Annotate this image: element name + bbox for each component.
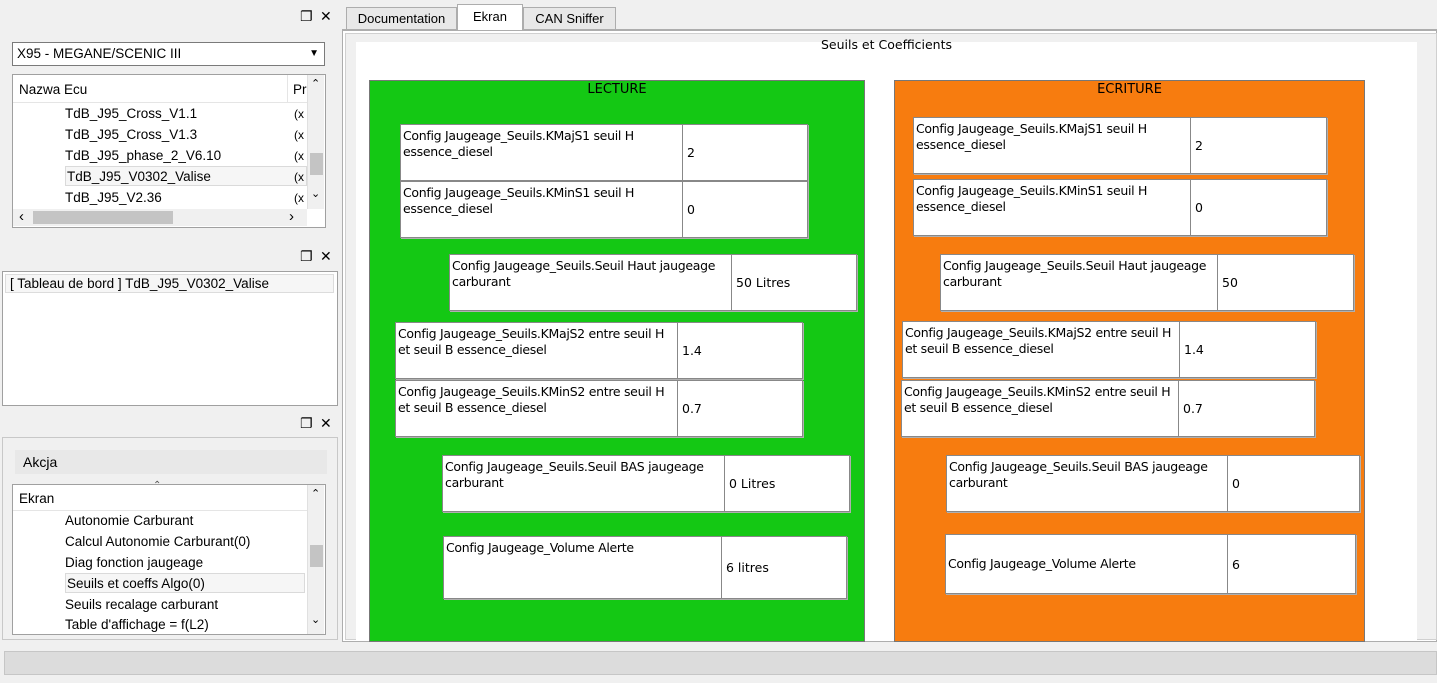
ecu-item-protocol: (x [294, 128, 304, 142]
screen-list [12, 480, 326, 635]
tab-ekran[interactable]: Ekran [457, 4, 523, 30]
field-label: Config Jaugeage_Seuils.KMajS2 entre seuil H et seuil B essence_diesel [903, 322, 1180, 377]
ecriture-field-kmins1 [913, 179, 1327, 236]
ecu-list-item[interactable]: TdB_J95_V2.36 [65, 190, 162, 205]
field-value[interactable]: 0 [1232, 476, 1240, 491]
column-header-ekran: Ekran [19, 491, 55, 506]
ecu-item-protocol: (x [294, 149, 304, 163]
scroll-right-icon[interactable]: › [289, 208, 294, 225]
scroll-thumb[interactable] [33, 211, 173, 224]
column-divider [287, 75, 288, 103]
field-label: Config Jaugeage_Seuils.Seuil BAS jaugeage carburant [947, 456, 1228, 511]
field-value[interactable]: 50 [1222, 275, 1238, 290]
lecture-title: LECTURE [587, 82, 647, 97]
ecu-list-item[interactable]: TdB_J95_Cross_V1.1 [65, 106, 198, 121]
ecu-item-protocol: (x [294, 107, 304, 121]
field-value: 50 Litres [736, 275, 791, 290]
restore-icon[interactable]: ❐ [300, 248, 313, 264]
lecture-field-seuil-bas [442, 455, 850, 512]
tab-can-sniffer[interactable]: CAN Sniffer [523, 7, 616, 29]
screen-list-item[interactable]: Diag fonction jaugeage [65, 555, 204, 570]
ecu-item-protocol: (x [294, 170, 304, 184]
ecriture-field-kmajs1 [913, 117, 1327, 174]
field-value: 0 [687, 202, 695, 217]
close-icon[interactable]: ✕ [320, 248, 332, 264]
lecture-field-kmajs1 [400, 124, 808, 181]
status-bar [4, 651, 1437, 675]
field-label: Config Jaugeage_Seuils.Seuil BAS jaugeage carburant [443, 456, 725, 511]
field-label: Config Jaugeage_Volume Alerte [444, 537, 722, 598]
lecture-field-kmajs2 [395, 322, 803, 379]
vehicle-select-value: X95 - MEGANE/SCENIC III [17, 46, 182, 61]
action-panel-title: Akcja [23, 454, 58, 470]
close-icon[interactable]: ✕ [320, 415, 332, 431]
ecu-list [12, 74, 326, 228]
field-label: Config Jaugeage_Seuils.Seuil Haut jaugeage carburant [941, 255, 1218, 310]
scroll-thumb[interactable] [310, 153, 323, 175]
field-value: 0 Litres [729, 476, 776, 491]
column-header-name[interactable]: Nazwa Ecu [19, 82, 88, 97]
selected-ecu-panel [2, 271, 338, 406]
chevron-down-icon: ▼ [309, 48, 319, 59]
field-value: 1.4 [682, 343, 702, 358]
close-icon[interactable]: ✕ [320, 8, 332, 24]
scroll-left-icon[interactable]: ‹ [19, 208, 24, 225]
sort-ascending-icon: ⌃ [153, 480, 162, 491]
ecriture-field-seuil-bas [946, 455, 1360, 512]
field-value: 6 litres [726, 560, 769, 575]
field-value[interactable]: 0 [1195, 200, 1203, 215]
ecu-list-hscrollbar[interactable] [13, 209, 307, 226]
screen-list-item[interactable]: Calcul Autonomie Carburant(0) [65, 534, 251, 549]
lecture-section [369, 80, 865, 642]
restore-icon[interactable]: ❐ [300, 415, 313, 431]
selected-ecu-row[interactable] [5, 274, 334, 293]
vehicle-select[interactable] [12, 42, 325, 66]
ecriture-field-volume-alerte [945, 534, 1356, 594]
field-label: Config Jaugeage_Seuils.KMajS2 entre seuil H et seuil B essence_diesel [396, 323, 678, 378]
field-label: Config Jaugeage_Seuils.KMinS1 seuil H essence_diesel [914, 180, 1191, 235]
lecture-field-kmins1 [400, 181, 808, 238]
scroll-down-icon[interactable]: ⌄ [311, 188, 321, 200]
ecu-list-item[interactable]: TdB_J95_phase_2_V6.10 [65, 148, 222, 163]
field-label: Config Jaugeage_Volume Alerte [946, 535, 1228, 593]
field-value: 2 [687, 145, 695, 160]
ecu-list-vscrollbar[interactable] [307, 75, 324, 209]
ecu-panel-dockbar [4, 6, 337, 28]
screen-title: Seuils et Coefficients [820, 37, 953, 49]
tab-documentation[interactable]: Documentation [346, 7, 457, 29]
action-panel-title-bar [15, 450, 327, 474]
column-header-pr[interactable]: Pr [293, 82, 307, 97]
ecriture-field-kmajs2 [902, 321, 1316, 378]
scroll-up-icon[interactable]: ⌃ [311, 78, 321, 90]
field-value[interactable]: 6 [1232, 556, 1240, 572]
ecriture-section [894, 80, 1365, 642]
selected-ecu-dockbar [4, 246, 337, 268]
scroll-up-icon[interactable]: ⌃ [311, 488, 321, 500]
screen-list-vscrollbar[interactable] [307, 485, 324, 634]
field-label: Config Jaugeage_Seuils.KMinS2 entre seuil H et seuil B essence_diesel [902, 381, 1179, 436]
lecture-field-kmins2 [395, 380, 803, 437]
scroll-down-icon[interactable]: ⌄ [311, 614, 321, 626]
field-label: Config Jaugeage_Seuils.KMinS2 entre seuil H et seuil B essence_diesel [396, 381, 678, 436]
screen-list-header[interactable] [13, 480, 307, 511]
field-label: Config Jaugeage_Seuils.KMinS1 seuil H essence_diesel [401, 182, 683, 237]
field-value: 0.7 [682, 401, 702, 416]
action-panel-dockbar [4, 413, 337, 435]
screen-list-item-selected[interactable]: Seuils et coeffs Algo(0) [65, 573, 305, 593]
field-value[interactable]: 1.4 [1184, 342, 1204, 357]
screen-list-item[interactable]: Autonomie Carburant [65, 513, 194, 528]
restore-icon[interactable]: ❐ [300, 8, 313, 24]
field-label: Config Jaugeage_Seuils.Seuil Haut jaugeage carburant [450, 255, 732, 310]
screen-list-item[interactable]: Table d'affichage = f(L2) [65, 617, 209, 632]
ecriture-field-seuil-haut [940, 254, 1354, 311]
ecu-list-header [13, 75, 307, 103]
scroll-thumb[interactable] [310, 545, 323, 567]
field-value[interactable]: 2 [1195, 138, 1203, 153]
field-label: Config Jaugeage_Seuils.KMajS1 seuil H essence_diesel [401, 125, 683, 180]
ecu-list-item[interactable]: TdB_J95_Cross_V1.3 [65, 127, 198, 142]
field-value[interactable]: 0.7 [1183, 401, 1203, 416]
ecriture-field-kmins2 [901, 380, 1315, 437]
field-label: Config Jaugeage_Seuils.KMajS1 seuil H essence_diesel [914, 118, 1191, 173]
ecu-list-item-selected[interactable]: TdB_J95_V0302_Valise [65, 166, 307, 186]
ecu-item-protocol: (x [294, 191, 304, 205]
lecture-field-volume-alerte [443, 536, 847, 599]
ecriture-title: ECRITURE [1097, 82, 1162, 97]
screen-list-item[interactable]: Seuils recalage carburant [65, 597, 219, 612]
lecture-field-seuil-haut [449, 254, 857, 311]
selected-ecu-label: [ Tableau de bord ] TdB_J95_V0302_Valise [10, 276, 269, 291]
